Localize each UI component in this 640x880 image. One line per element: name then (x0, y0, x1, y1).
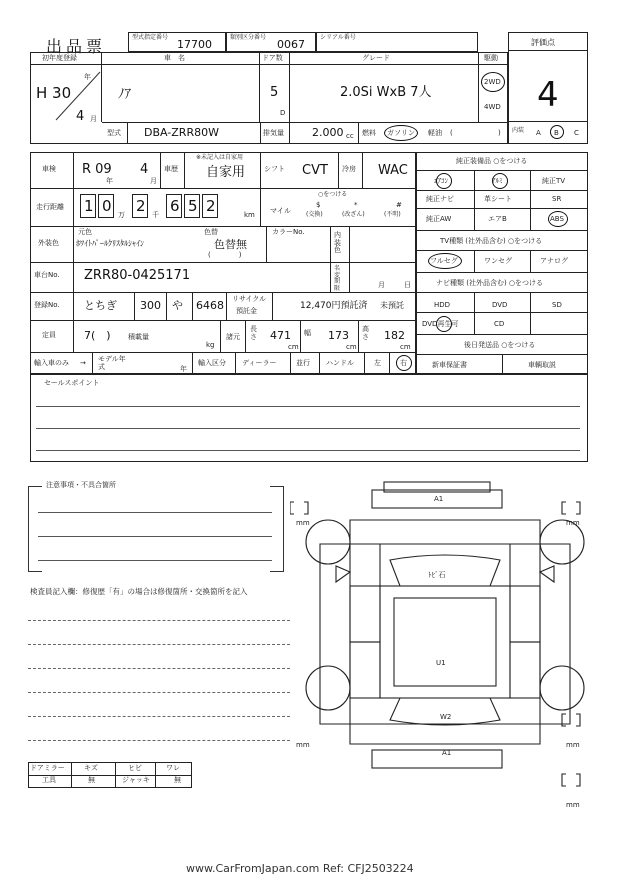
original-color-label: 元色 (78, 228, 92, 236)
right-mirror (540, 566, 554, 582)
footer-watermark: www.CarFromJapan.com Ref: CFJ2503224 (186, 862, 414, 875)
color-no-label: カラーNo. (272, 228, 305, 236)
legend-door-mirror: ドアミラー (30, 764, 65, 772)
light-paren-close: ) (498, 129, 501, 137)
docs-warranty: 新車保証書 (432, 361, 467, 369)
mileage-s-sub: (交換) (306, 211, 323, 218)
fuel-label: 燃料 (362, 129, 376, 137)
tyre-bracket (562, 502, 566, 514)
aircon-value: WAC (378, 163, 408, 178)
serial-box (316, 32, 478, 52)
legend-jack: ジャッキ (122, 776, 150, 784)
tyre-mm-fl: mm (296, 519, 310, 527)
damage-a1-top: A1 (434, 495, 444, 503)
inspector-line (28, 740, 290, 741)
nav-title: ナビ種類 (社外品含む) ○をつける (436, 279, 544, 287)
equipment-aw: 純正AW (426, 215, 452, 223)
name-change-month: 月 (378, 281, 385, 289)
tv-fullseg: フルセグ (430, 257, 458, 265)
mileage-man: 万 (118, 211, 125, 219)
nav-dvd-play: DVD再生可 (422, 320, 459, 328)
tv-title: TV種類 (社外品含む) ○をつける (440, 237, 543, 245)
repaint-label: 色替 (204, 228, 218, 236)
legend-tools-value: 無 (88, 776, 95, 784)
interior-grade-b: B (554, 129, 559, 137)
docs-title: 後日発送品 ○をつける (464, 341, 536, 349)
notes-line (38, 560, 272, 561)
left-body (320, 544, 350, 724)
inspection-era: R 09 (82, 162, 112, 177)
notes-line (38, 536, 272, 537)
hood-panel (380, 544, 510, 586)
import-label: 輸入車のみ (34, 359, 69, 367)
sales-point-box (30, 374, 588, 462)
mileage-unit: km (244, 211, 255, 219)
serial-label: シリアル番号 (320, 34, 356, 41)
displacement-value: 2.000 (312, 126, 344, 139)
length-label: 長さ (250, 325, 257, 341)
drive-4wd: 4WD (484, 103, 501, 111)
inspection-year-unit: 年 (106, 177, 113, 185)
shift-value: CVT (302, 163, 328, 178)
nav-sd: SD (552, 301, 562, 309)
first-reg-label: 初年度登録 (42, 54, 77, 62)
left-door-rear (350, 642, 380, 698)
mileage-digit-2: 0 (102, 197, 112, 215)
chassis-value: ZRR80-0425171 (84, 268, 191, 283)
equipment-title: 純正装備品 ○をつける (456, 157, 528, 165)
displacement-unit: cc (346, 132, 354, 140)
rear-bumper (372, 750, 502, 768)
tyre-bracket (576, 714, 580, 726)
left-mirror (336, 566, 350, 582)
damage-chip: ﾄﾋﾞ石 (428, 571, 446, 579)
interior-grade-a: A (536, 129, 541, 137)
model-year-unit: 年 (180, 365, 187, 373)
mileage-hash-sub: (不明) (384, 211, 401, 218)
spec-label: 諸元 (226, 333, 240, 341)
inspector-line (28, 716, 290, 717)
wheel-rear-left (306, 666, 350, 710)
width-label: 幅 (304, 329, 311, 337)
grade-value: 2.0Si WxB 7人 (340, 85, 432, 100)
interior-grade-c: C (574, 129, 579, 137)
right-body (540, 544, 570, 724)
history-note: ※未記入は自家用 (196, 154, 244, 161)
car-name-value: ﾉｱ (118, 87, 131, 102)
legend-scratch: キズ (84, 764, 98, 772)
roof-inner (394, 598, 496, 686)
first-reg-year: H 30 (36, 84, 72, 102)
rear-panel (350, 724, 540, 744)
tyre-mm-rl: mm (296, 741, 310, 749)
handle-right: 右 (400, 359, 407, 367)
light-paren-open: ( (450, 129, 453, 137)
damage-u1: U1 (436, 659, 446, 667)
registration-pref: とちぎ (84, 299, 117, 312)
shift-label: シフト (264, 165, 285, 173)
import-dealer: ディーラー (242, 359, 277, 367)
recycle-value: 12,470円預託済 (300, 301, 368, 311)
chassis-label: 車台No. (34, 271, 60, 279)
mileage-digit-3: 2 (136, 197, 146, 215)
right-door-rear (510, 642, 540, 698)
history-label: 車歴 (164, 165, 178, 173)
registration-class: 300 (140, 299, 161, 312)
tv-oneseg: ワンセグ (484, 257, 512, 265)
first-reg-year-unit: 年 (84, 73, 91, 81)
equipment-airbag: エアB (488, 215, 507, 223)
inspector-line (28, 620, 290, 621)
import-type-label: 輸入区分 (198, 359, 226, 367)
width-value: 173 (328, 329, 349, 342)
import-arrow: → (80, 359, 86, 367)
notes-line (38, 512, 272, 513)
legend-tools: 工具 (42, 776, 56, 784)
interior-color-label: 内装色 (334, 231, 341, 255)
displacement-label: 排気量 (263, 129, 284, 137)
mileage-s: $ (316, 201, 321, 209)
recycle-unpaid: 未預託 (380, 301, 404, 310)
exterior-color-label: 外装色 (38, 239, 59, 247)
mileage-label: 走行距離 (36, 203, 64, 211)
model-designation-label: 型式指定番号 (132, 34, 169, 41)
repaint-paren: ( ) (208, 251, 242, 259)
recycle-label-2: 預託金 (236, 307, 257, 315)
equipment-abs: ABS (550, 215, 564, 223)
width-unit: cm (346, 343, 357, 351)
model-year-label: モデル年式 (98, 355, 126, 371)
mileage-mile: マイル (270, 207, 291, 215)
mileage-digit-5: 5 (188, 197, 198, 215)
inspector-label: 検査員記入欄：修復歴「有」の場合は修復箇所・交換箇所を記入 (30, 587, 248, 596)
registration-number: 6468 (196, 299, 224, 312)
tyre-bracket (576, 502, 580, 514)
tyre-mm-spare: mm (566, 801, 580, 809)
doors-label: ドア数 (262, 54, 283, 62)
damage-w2: W2 (440, 713, 452, 721)
nav-dvd: DVD (492, 301, 508, 309)
score-label: 評価点 (531, 38, 555, 47)
equipment-leather: 革シート (484, 195, 512, 203)
model-designation-value: 17700 (177, 38, 212, 51)
doors-suffix: D (280, 109, 286, 117)
load-label: 積載量 (128, 333, 149, 341)
inspection-label: 車検 (42, 165, 56, 173)
recycle-label-1: リサイクル (232, 295, 267, 303)
light-oil-label: 軽油 (428, 129, 442, 137)
mileage-sen: 千 (152, 211, 159, 219)
drive-label: 駆動 (484, 54, 498, 62)
import-parallel: 並行 (296, 359, 310, 367)
tyre-bracket (304, 502, 308, 514)
notes-label: 注意事項・不具合箇所 (46, 481, 116, 489)
mileage-star: * (354, 201, 358, 209)
tyre-mm-rr: mm (566, 741, 580, 749)
wheel-rear-right (540, 666, 584, 710)
inspection-month-unit: 月 (150, 177, 157, 185)
load-unit: kg (206, 341, 215, 349)
mileage-hash: # (396, 201, 402, 209)
mileage-digit-4: 6 (170, 197, 180, 215)
notes-bracket (270, 486, 284, 572)
equipment-alloy: ｱﾙﾐ (492, 177, 503, 185)
handle-label: ハンドル (326, 359, 354, 367)
sales-line (36, 428, 580, 429)
roof (380, 586, 510, 698)
sales-point-label: セールスポイント (44, 379, 100, 387)
equipment-tv: 純正TV (542, 177, 566, 185)
car-damage-diagram (290, 474, 600, 814)
inspector-line (28, 692, 290, 693)
wheel-front-left (306, 520, 350, 564)
tv-analog: アナログ (540, 257, 568, 265)
score-value: 4 (537, 75, 559, 115)
capacity-label: 定員 (42, 331, 56, 339)
aircon-label: 冷房 (342, 165, 356, 173)
tyre-mm-fr: mm (566, 519, 580, 527)
grade-label: グレード (362, 54, 390, 62)
inspector-line (28, 668, 290, 669)
equipment-navi: 純正ナビ (426, 195, 454, 203)
right-door-front (510, 586, 540, 642)
mileage-digit-1: 1 (84, 197, 94, 215)
doors-value: 5 (270, 85, 279, 100)
name-change-label: 名変期限 (334, 265, 341, 292)
category-box (226, 32, 316, 52)
interior-label: 内装 (512, 127, 525, 134)
height-label: 高さ (362, 325, 369, 341)
slash-divider (52, 70, 102, 122)
sales-line (36, 450, 580, 451)
tyre-bracket (576, 774, 580, 786)
length-value: 471 (270, 329, 291, 342)
category-label: 類別区分番号 (230, 34, 267, 41)
tyre-bracket (562, 774, 566, 786)
original-color-value: ﾎﾜｲﾄﾊﾟｰﾙｸﾘｽﾀﾙｼｬｲﾝ (76, 239, 144, 248)
length-unit: cm (288, 343, 299, 351)
history-value: 自家用 (206, 165, 246, 180)
equipment-aircon: ｴｱｺﾝ (434, 177, 448, 185)
category-value: 0067 (277, 38, 305, 51)
repaint-value: 色替無 (214, 238, 247, 251)
mileage-star-sub: (改ざん) (342, 211, 365, 218)
handle-left: 左 (374, 359, 381, 367)
registration-kana: や (172, 299, 183, 312)
docs-manual: 車輌取説 (528, 361, 556, 369)
model-value: DBA-ZRR80W (144, 126, 219, 139)
registration-label: 登録No. (34, 301, 60, 309)
height-unit: cm (400, 343, 411, 351)
name-change-day: 日 (404, 281, 411, 289)
left-door-front (350, 586, 380, 642)
inspector-line (28, 644, 290, 645)
drive-2wd: 2WD (484, 78, 501, 86)
nav-hdd: HDD (434, 301, 451, 309)
capacity-value: 7( ) (84, 329, 111, 342)
form-title: 出品票 (46, 37, 107, 56)
model-label: 型式 (107, 129, 121, 137)
inspection-month: 4 (140, 162, 149, 177)
damage-a1-bottom: A1 (442, 749, 452, 757)
tyre-bracket (290, 502, 294, 514)
sales-line (36, 406, 580, 407)
height-value: 182 (384, 329, 405, 342)
legend-break: ワレ (166, 764, 180, 772)
model-designation-box (128, 32, 226, 52)
equipment-sr: SR (552, 195, 562, 203)
nav-cd: CD (494, 320, 505, 328)
mileage-circle-note: ○をつける (318, 191, 348, 198)
mileage-digit-6: 2 (206, 197, 216, 215)
legend-jack-value: 無 (174, 776, 181, 784)
legend-crack: ヒビ (128, 764, 142, 772)
first-reg-month: 4 (76, 109, 85, 124)
first-reg-month-unit: 月 (90, 115, 97, 123)
fuel-value: ガソリン (387, 129, 415, 137)
hood (350, 520, 540, 544)
car-name-label: 車 名 (164, 54, 185, 62)
